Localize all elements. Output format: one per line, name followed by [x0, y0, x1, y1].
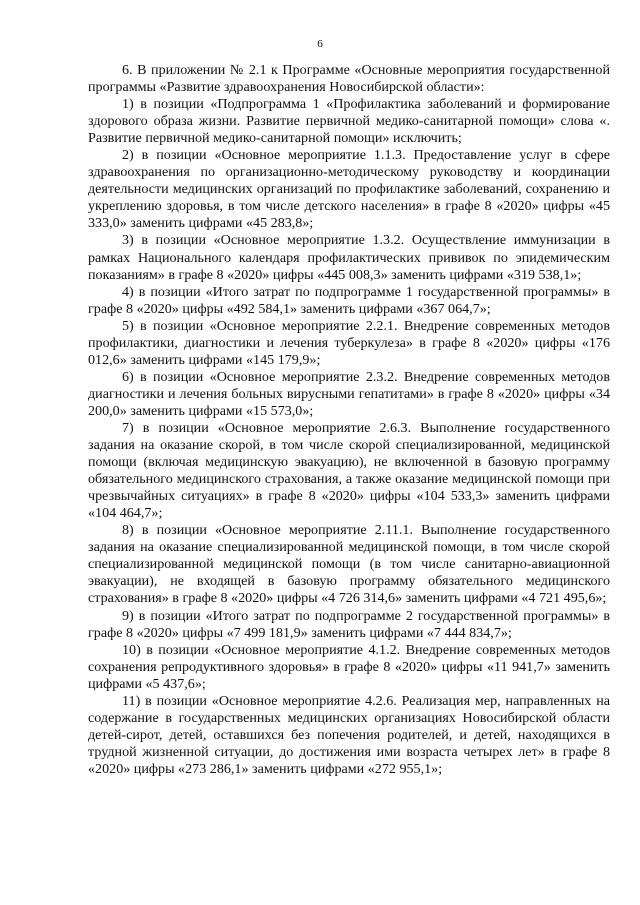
page-number: 6	[317, 38, 323, 50]
paragraph-item-4: 4) в позиции «Итого затрат по подпрограмме 1 государственной программы» в графе 8 «2020» цифры «492 584,1» заменить цифрами «367 064,7»;	[88, 283, 610, 317]
paragraph-item-3: 3) в позиции «Основное мероприятие 1.3.2. Осуществление иммунизации в рамках Национального календаря профилактических прививок по эпидемическим показаниям» в графе 8 «2020» цифры «445 008,3» заменить цифрами «319 538,1»;	[88, 232, 610, 283]
paragraph-item-2: 2) в позиции «Основное мероприятие 1.1.3. Предоставление услуг в сфере здравоохранения по организационно-методическому руководству и координации деятельности медицинских организаций по профилактике заболеваний, сохранению и укреплению здоровья, в том числе детского населения» в графе 8 «2020» цифры «45 333,0» заменить цифрами «45 283,8»;	[88, 147, 610, 232]
paragraph-item-9: 9) в позиции «Итого затрат по подпрограмме 2 государственной программы» в графе 8 «2020» цифры «7 499 181,9» заменить цифрами «7 444 834,7»;	[88, 607, 610, 641]
paragraph-item-6: 6) в позиции «Основное мероприятие 2.3.2. Внедрение современных методов диагностики и лечения больных вирусными гепатитами» в графе 8 «2020» цифры «34 200,0» заменить цифрами «15 573,0»;	[88, 368, 610, 419]
paragraph-item-7: 7) в позиции «Основное мероприятие 2.6.3. Выполнение государственного задания на оказание скорой, в том числе скорой специализированной, медицинской помощи (включая медицинскую эвакуацию), не включенной в базовую программу обязательного медицинского страхования, а также оказание медицинской помощи при чрезвычайных ситуациях» в графе 8 «2020» цифры «104 533,3» заменить цифрами «104 464,7»;	[88, 419, 610, 522]
document-body	[88, 62, 610, 778]
paragraph-intro: 6. В приложении № 2.1 к Программе «Основные мероприятия государственной программы «Развитие здравоохранения Новосибирской области»:	[88, 62, 610, 96]
paragraph-item-8: 8) в позиции «Основное мероприятие 2.11.1. Выполнение государственного задания на оказание специализированной медицинской помощи, в том числе скорой специализированной медицинской помощи (в том числе санитарно-авиационной эвакуации), не входящей в базовую программу обязательного медицинского страхования» в графе 8 «2020» цифры «4 726 314,6» заменить цифрами «4 721 495,6»;	[88, 522, 610, 607]
paragraph-item-1: 1) в позиции «Подпрограмма 1 «Профилактика заболеваний и формирование здорового образа жизни. Развитие первичной медико-санитарной помощи» слова «. Развитие первичной медико-санитарной помощи» исключить;	[88, 96, 610, 147]
paragraph-item-5: 5) в позиции «Основное мероприятие 2.2.1. Внедрение современных методов профилактики, диагностики и лечения туберкулеза» в графе 8 «2020» цифры «176 012,6» заменить цифрами «145 179,9»;	[88, 317, 610, 368]
paragraph-item-11: 11) в позиции «Основное мероприятие 4.2.6. Реализация мер, направленных на содержание в государственных медицинских организациях Новосибирской области детей-сирот, детей, оставшихся без попечения родителей, и детей, находящихся в трудной жизненной ситуации, до достижения ими возраста четырех лет» в графе 8 «2020» цифры «273 286,1» заменить цифрами «272 955,1»;	[88, 692, 610, 777]
paragraph-item-10: 10) в позиции «Основное мероприятие 4.1.2. Внедрение современных методов сохранения репродуктивного здоровья» в графе 8 «2020» цифры «11 941,7» заменить цифрами «5 437,6»;	[88, 641, 610, 692]
